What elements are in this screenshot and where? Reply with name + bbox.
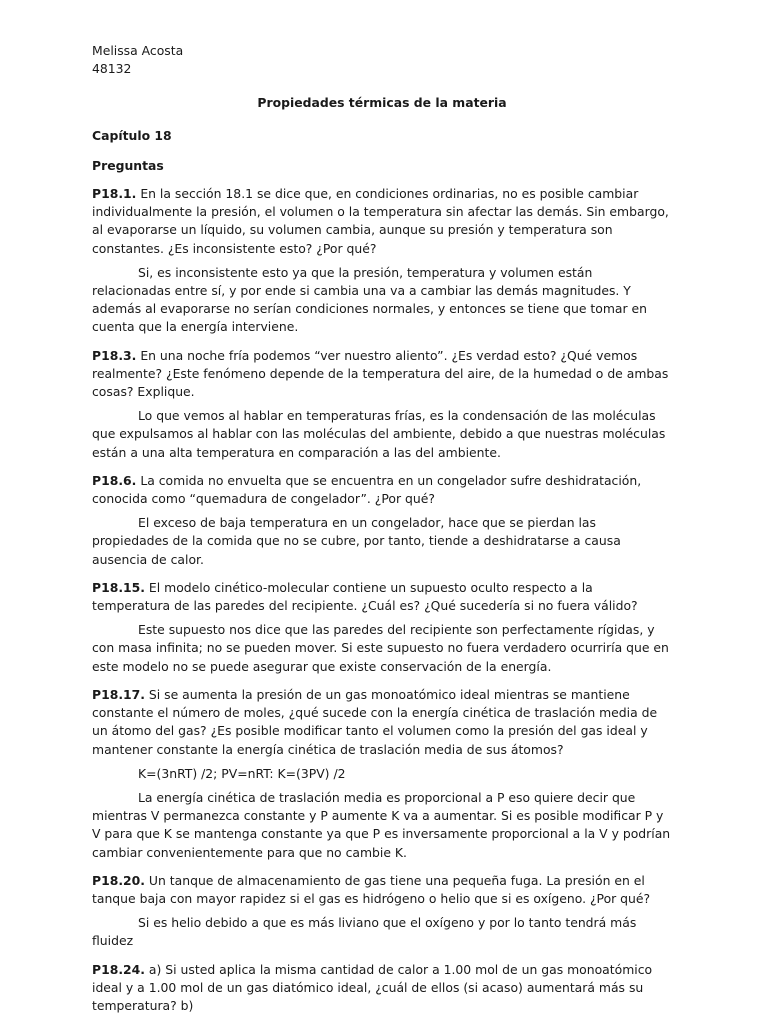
author-id: 48132	[92, 61, 132, 77]
question-number: P18.24.	[92, 961, 145, 977]
question-p18-24	[92, 961, 672, 1016]
formula-p18-17: K=(3nRT) /2; PV=nRT: K=(3PV) /2	[138, 765, 346, 781]
question-p18-3	[92, 347, 672, 402]
document-title: Propiedades térmicas de la materia	[257, 95, 507, 111]
answer-p18-15: Este supuesto nos dice que las paredes del recipiente son perfectamente rígidas, y con masa infinita; no se pueden mover. Si este supuesto no fuera verdadero ocurriría que en este modelo no se puede asegurar que existe conservación de la energía.	[92, 622, 669, 674]
answer-p18-6: El exceso de baja temperatura en un congelador, hace que se pierdan las propiedades de la comida que no se cubre, por tanto, tiende a deshidratarse a causa ausencia de calor.	[92, 515, 621, 567]
answer-p18-20: Si es helio debido a que es más liviano que el oxígeno y por lo tanto tendrá más fluidez	[92, 915, 637, 949]
question-text: a) Si usted aplica la misma cantidad de calor a 1.00 mol de un gas monoatómico ideal y a 1.00 mol de un gas diatómico ideal, ¿cuál de ellos (si acaso) aumentará más su temperatura? b)	[92, 961, 653, 1013]
question-text: En la sección 18.1 se dice que, en condiciones ordinarias, no es posible cambiar individualmente la presión, el volumen o la temperatura sin afectar las demás. Sin embargo, al evaporarse un líquido, su volumen cambia, aunque su presión y temperatura son constantes. ¿Es inconsistente esto? ¿Por qué?	[92, 186, 669, 256]
question-p18-15	[92, 579, 672, 615]
chapter-heading: Capítulo 18	[92, 127, 172, 143]
question-p18-20	[92, 872, 672, 908]
question-p18-6	[92, 472, 672, 508]
question-number: P18.6.	[92, 472, 137, 488]
answer-p18-1: Si, es inconsistente esto ya que la presión, temperatura y volumen están relacionadas entre sí, y por ende si cambia una va a cambiar las demás magnitudes. Y además al evaporarse no serían condiciones normales, y entonces se tiene que tomar en cuenta que la energía interviene.	[92, 264, 648, 335]
question-text: El modelo cinético-molecular contiene un supuesto oculto respecto a la temperatura de las paredes del recipiente. ¿Cuál es? ¿Qué sucedería si no fuera válido?	[92, 579, 638, 614]
question-number: P18.1.	[92, 186, 137, 202]
question-p18-17	[92, 686, 672, 759]
question-text: Un tanque de almacenamiento de gas tiene una pequeña fuga. La presión en el tanque baja con mayor rapidez si el gas es hidrógeno o helio que si es oxígeno. ¿Por qué?	[92, 872, 651, 906]
section-heading: Preguntas	[92, 157, 164, 173]
question-number: P18.3.	[92, 347, 137, 363]
question-text: La comida no envuelta que se encuentra en un congelador sufre deshidratación, conocida como “quemadura de congelador”. ¿Por qué?	[92, 472, 642, 507]
question-text: En una noche fría podemos “ver nuestro aliento”. ¿Es verdad esto? ¿Qué vemos realmente? ¿Este fenómeno depende de la temperatura del aire, de la humedad o de ambas cosas? Explique.	[92, 347, 669, 400]
answer-p18-17: La energía cinética de traslación media es proporcional a P eso quiere decir que mientras V permanezca constante y P aumente K va a aumentar. Si es posible modificar P y V para que K se mantenga constante ya que P es inversamente proporcional a la V y podrían cambiar convenientemente para que no cambie K.	[92, 789, 671, 860]
author-name: Melissa Acosta	[92, 43, 184, 58]
question-number: P18.20.	[92, 872, 145, 888]
answer-p18-3: Lo que vemos al hablar en temperaturas frías, es la condensación de las moléculas que expulsamos al hablar con las moléculas del ambiente, debido a que nuestras moléculas están a una alta temperatura en comparación a las del ambiente.	[92, 408, 666, 460]
question-number: P18.17.	[92, 686, 145, 702]
question-p18-1	[92, 185, 672, 258]
question-text: Si se aumenta la presión de un gas monoatómico ideal mientras se mantiene constante el número de moles, ¿qué sucede con la energía cinética de traslación media de un átomo del gas? ¿Es posible modificar tanto el volumen como la presión del gas ideal y mantener constante la energía cinética de traslación media de sus átomos?	[92, 686, 658, 757]
question-number: P18.15.	[92, 579, 145, 595]
